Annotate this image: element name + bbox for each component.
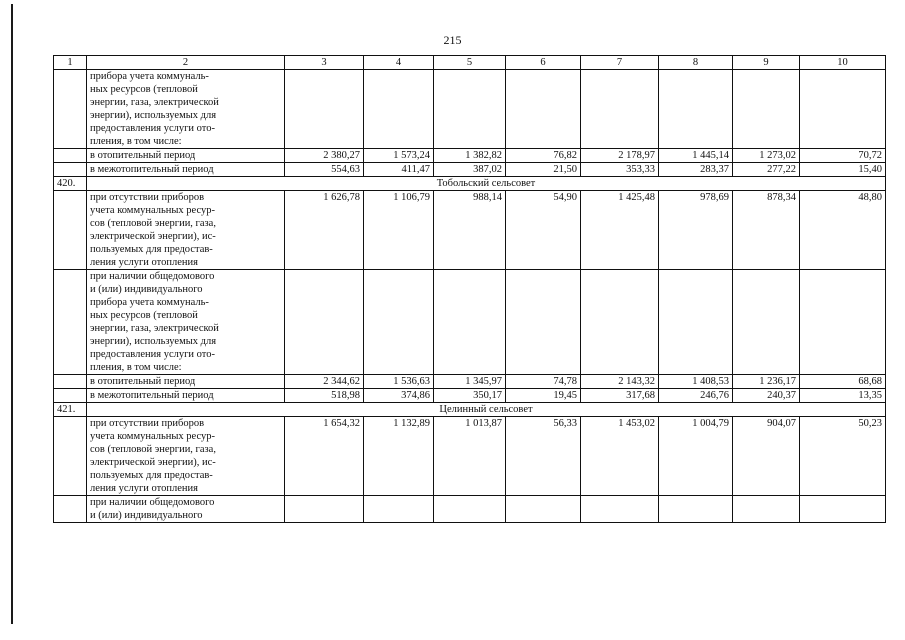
row-number [54,375,87,389]
value-cell: 1 345,97 [434,375,506,389]
value-cell [733,70,800,149]
description-line: предоставления услуги ото- [90,349,215,360]
value-cell: 1 445,14 [659,149,733,163]
description-line: ных ресурсов (тепловой [90,310,198,321]
value-cell: 2 344,62 [285,375,364,389]
row-number [54,496,87,523]
row-number [54,149,87,163]
row-description [87,149,285,163]
value-cell: 2 143,32 [581,375,659,389]
value-cell: 76,82 [506,149,581,163]
table-row [54,149,886,163]
value-cell: 50,23 [800,417,886,496]
description-line: учета коммунальных ресур- [90,205,215,216]
section-title: Целинный сельсовет [87,403,886,417]
value-cell: 1 382,82 [434,149,506,163]
value-cell: 21,50 [506,163,581,177]
value-cell: 74,78 [506,375,581,389]
value-cell [285,496,364,523]
description-line: при отсутствии приборов [90,192,205,203]
value-cell [364,70,434,149]
row-number [54,417,87,496]
value-cell: 13,35 [800,389,886,403]
description-line: энергии, газа, электрической [90,323,219,334]
value-cell: 277,22 [733,163,800,177]
value-cell: 1 654,32 [285,417,364,496]
value-cell [434,270,506,375]
table-row [54,375,886,389]
value-cell: 1 425,48 [581,191,659,270]
description-line: и (или) индивидуального [90,284,203,295]
value-cell [285,70,364,149]
value-cell: 56,33 [506,417,581,496]
value-cell: 518,98 [285,389,364,403]
value-cell: 2 380,27 [285,149,364,163]
row-description [87,375,285,389]
row-description [87,270,285,375]
row-label: в отопительный период [90,376,196,387]
value-cell: 350,17 [434,389,506,403]
value-cell: 1 408,53 [659,375,733,389]
description-line: ных ресурсов (тепловой [90,84,198,95]
column-number-5: 5 [434,56,506,70]
value-cell [659,496,733,523]
value-cell: 1 236,17 [733,375,800,389]
column-number-8: 8 [659,56,733,70]
value-cell [581,70,659,149]
value-cell: 70,72 [800,149,886,163]
value-cell: 411,47 [364,163,434,177]
row-description [87,163,285,177]
value-cell: 374,86 [364,389,434,403]
value-cell [581,270,659,375]
value-cell: 1 573,24 [364,149,434,163]
value-cell [434,70,506,149]
row-number [54,389,87,403]
description-line: сов (тепловой энергии, газа, [90,444,216,455]
description-line: пления, в том числе: [90,362,182,373]
page-number: 215 [443,33,462,47]
value-cell: 2 178,97 [581,149,659,163]
value-cell [733,270,800,375]
value-cell: 1 132,89 [364,417,434,496]
value-cell: 1 626,78 [285,191,364,270]
description-line: электрической энергии), ис- [90,231,216,242]
value-cell [285,270,364,375]
value-cell [659,270,733,375]
value-cell [659,70,733,149]
section-title: Тобольский сельсовет [87,177,886,191]
table-row [54,70,886,149]
column-number-2: 2 [87,56,285,70]
value-cell: 1 536,63 [364,375,434,389]
description-line: электрической энергии), ис- [90,457,216,468]
tariff-table [53,55,886,523]
value-cell: 353,33 [581,163,659,177]
value-cell [733,496,800,523]
row-description [87,191,285,270]
row-number [54,270,87,375]
value-cell [506,270,581,375]
value-cell: 317,68 [581,389,659,403]
value-cell: 904,07 [733,417,800,496]
description-line: ления услуги отопления [90,257,198,268]
row-number [54,70,87,149]
description-line: при наличии общедомового [90,497,215,508]
description-line: прибора учета коммуналь- [90,297,209,308]
description-line: предоставления услуги ото- [90,123,215,134]
row-description [87,496,285,523]
description-line: прибора учета коммуналь- [90,71,209,82]
row-label: в отопительный период [90,150,196,161]
value-cell: 1 453,02 [581,417,659,496]
description-line: пользуемых для предостав- [90,244,213,255]
description-line: сов (тепловой энергии, газа, [90,218,216,229]
table-row [54,191,886,270]
value-cell: 554,63 [285,163,364,177]
column-number-row [54,56,886,70]
value-cell: 878,34 [733,191,800,270]
value-cell [800,70,886,149]
description-line: ления услуги отопления [90,483,198,494]
description-line: пления, в том числе: [90,136,182,147]
column-number-4: 4 [364,56,434,70]
row-number: 421. [54,403,87,417]
value-cell: 19,45 [506,389,581,403]
table-row [54,389,886,403]
table-row [54,270,886,375]
column-number-3: 3 [285,56,364,70]
column-number-6: 6 [506,56,581,70]
value-cell [800,496,886,523]
description-line: при наличии общедомового [90,271,215,282]
column-number-1: 1 [54,56,87,70]
value-cell: 246,76 [659,389,733,403]
row-description [87,70,285,149]
value-cell: 240,37 [733,389,800,403]
row-description [87,417,285,496]
description-line: при отсутствии приборов [90,418,205,429]
value-cell: 68,68 [800,375,886,389]
description-line: энергии, газа, электрической [90,97,219,108]
table-row [54,496,886,523]
row-label: в межотопительный период [90,390,214,401]
value-cell [506,496,581,523]
row-number [54,191,87,270]
value-cell: 48,80 [800,191,886,270]
value-cell [506,70,581,149]
section-row [54,403,886,417]
value-cell: 387,02 [434,163,506,177]
value-cell: 978,69 [659,191,733,270]
page-edge-line [11,4,13,624]
section-row [54,177,886,191]
value-cell [364,270,434,375]
value-cell: 54,90 [506,191,581,270]
value-cell: 283,37 [659,163,733,177]
table-body [54,56,886,523]
value-cell [364,496,434,523]
description-line: учета коммунальных ресур- [90,431,215,442]
value-cell: 15,40 [800,163,886,177]
value-cell [800,270,886,375]
table-row [54,163,886,177]
column-number-9: 9 [733,56,800,70]
table-row [54,417,886,496]
value-cell: 1 013,87 [434,417,506,496]
row-label: в межотопительный период [90,164,214,175]
value-cell: 1 106,79 [364,191,434,270]
value-cell [434,496,506,523]
column-number-7: 7 [581,56,659,70]
column-number-10: 10 [800,56,886,70]
value-cell: 1 004,79 [659,417,733,496]
row-number [54,163,87,177]
value-cell: 1 273,02 [733,149,800,163]
description-line: энергии), используемых для [90,336,217,347]
value-cell [581,496,659,523]
description-line: пользуемых для предостав- [90,470,213,481]
description-line: энергии), используемых для [90,110,217,121]
row-description [87,389,285,403]
value-cell: 988,14 [434,191,506,270]
description-line: и (или) индивидуального [90,510,203,521]
row-number: 420. [54,177,87,191]
